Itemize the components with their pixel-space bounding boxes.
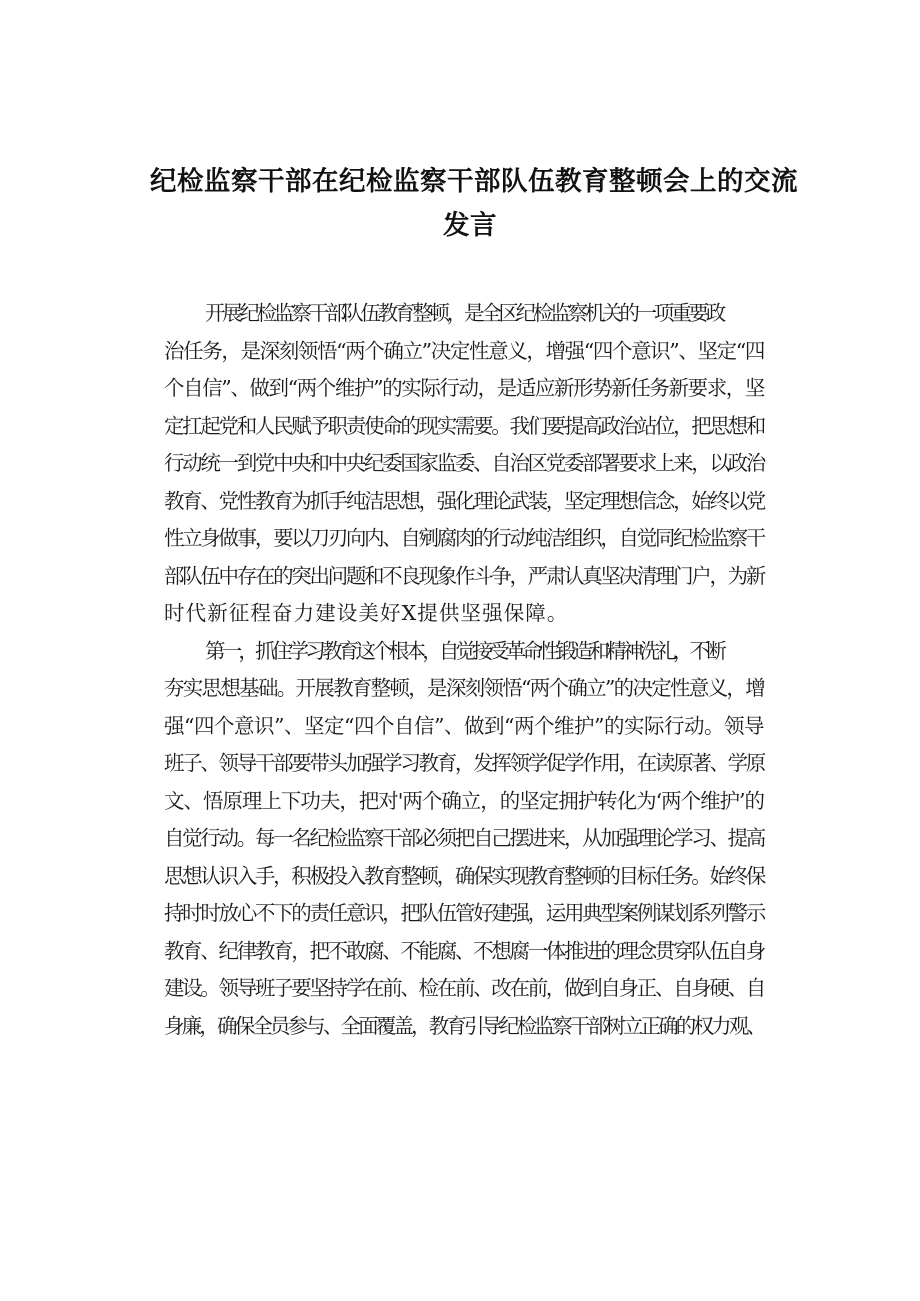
paragraph-line: 建设。领导班子要坚持学在前、检在前、改在前，做到自身正、自身硬、自	[164, 976, 764, 1000]
paragraph-line: 治任务，是深刻领悟“两个确立”决定性意义，增强“四个意识”、坚定“四	[164, 338, 764, 363]
paragraph-line: 自觉行动。每一名纪检监察干部必须把自己摆进来，从加强理论学习、提高	[164, 826, 764, 850]
paragraph-line: 夯实思想基础。开展教育整顿，是深刻领悟“两个确立”的决定性意义，增	[164, 676, 764, 700]
paragraph-line: 思想认识入手，积极投入教育整顿，确保实现教育整顿的目标任务。始终保	[164, 863, 764, 888]
title-line-1: 纪检监察干部在纪检监察干部队伍教育整顿会上的交流	[150, 166, 798, 197]
paragraph-line: 开展纪检监察干部队伍教育整顿，是全区纪检监察机关的一项重要政	[205, 301, 723, 325]
paragraph-line: 性立身做事，要以刀刃向内、自剜腐肉的行动纯洁组织，自觉同纪检监察干	[164, 526, 764, 550]
paragraph-line: 教育、党性教育为抓手纯洁思想，强化理论武装，坚定理想信念，始终以党	[164, 488, 764, 513]
paragraph-line: 持时时放心不下的责任意识，把队伍管好建强，运用典型案例谋划系列警示	[164, 901, 764, 925]
title-line-2: 发言	[443, 210, 497, 241]
document-body	[164, 295, 764, 1045]
document-title	[150, 160, 798, 248]
paragraph-line: 强“四个意识”、坚定“四个自信”、做到“两个维护”的实际行动。领导	[164, 713, 764, 738]
paragraph-2	[164, 633, 764, 1046]
paragraph-line: 个自信”、做到“两个维护”的实际行动，是适应新形势新任务新要求，坚	[164, 376, 764, 400]
paragraph-line: 行动统一到党中央和中央纪委国家监委、自治区党委部署要求上来，以政治	[164, 451, 764, 475]
paragraph-line: 文、悟原理上下功夫，把对'两个确立，的坚定拥护转化为‘两个维护’的	[164, 788, 764, 813]
paragraph-line: 时代新征程奋力建设美好X提供坚强保障。	[164, 601, 569, 625]
paragraph-line: 班子、领导干部要带头加强学习教育，发挥领学促学作用，在读原著、学原	[164, 751, 764, 775]
paragraph-line: 定扛起党和人民赋予职责使命的现实需要。我们要提高政治站位，把思想和	[164, 413, 764, 438]
paragraph-1	[164, 295, 764, 633]
paragraph-line: 部队伍中存在的突出问题和不良现象作斗争，严肃认真坚决清理门户，为新	[164, 563, 764, 588]
paragraph-line: 身廉，确保全员参与、全面覆盖，教育引导纪检监察干部树立正确的权力观、	[164, 1013, 764, 1038]
paragraph-line: 教育、纪律教育，把不敢腐、不能腐、不想腐一体推进的理念贯穿队伍自身	[164, 938, 764, 963]
paragraph-line: 第一，抓住学习教育这个根本，自觉接受革命性锻造和精神洗礼，不断	[205, 638, 723, 663]
